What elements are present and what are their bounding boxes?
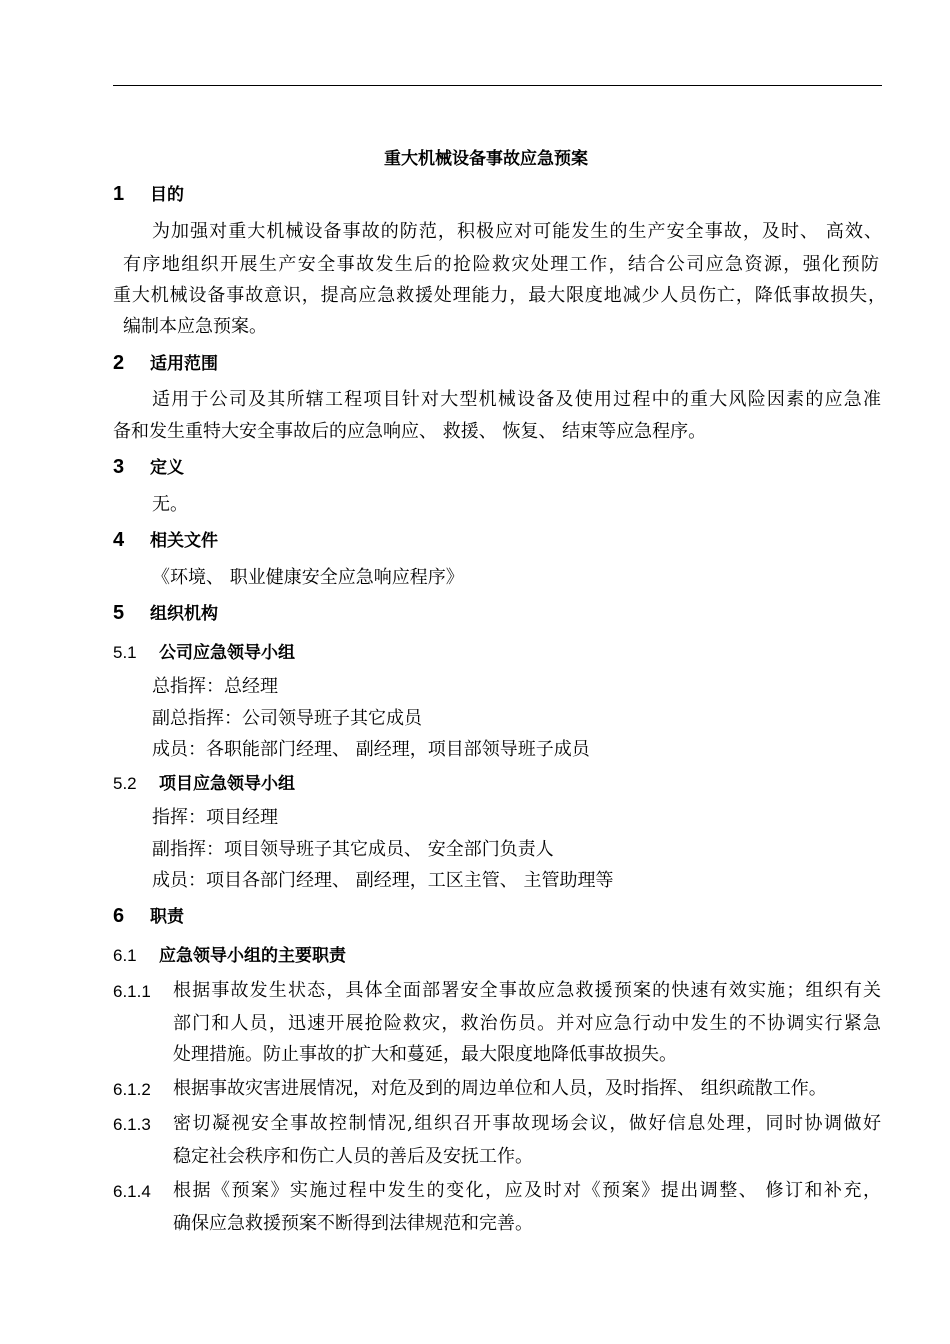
section-5-2-number: 5.2	[113, 774, 137, 793]
section-5-1-line-2: 副总指挥：公司领导班子其它成员	[152, 708, 422, 729]
section-6-number: 6	[113, 905, 125, 927]
section-2-line-1: 适用于公司及其所辖工程项目针对大型机械设备及使用过程中的重大风险因素的应急准	[152, 389, 881, 410]
section-6-1-heading: 应急领导小组的主要职责	[159, 946, 346, 966]
section-5-1-line-3: 成员：各职能部门经理、 副经理，项目部领导班子成员	[152, 739, 590, 760]
section-5-1-number: 5.1	[113, 643, 137, 662]
section-4-number: 4	[113, 529, 125, 551]
section-1-line-4: 编制本应急预案。	[123, 316, 267, 337]
section-4-line-1: 《环境、 职业健康安全应急响应程序》	[152, 567, 464, 588]
document-title: 重大机械设备事故应急预案	[384, 149, 588, 169]
section-2-line-2: 备和发生重特大安全事故后的应急响应、 救援、 恢复、 结束等应急程序。	[113, 421, 707, 442]
section-2-number: 2	[113, 352, 125, 374]
section-5-2-heading: 项目应急领导小组	[159, 774, 295, 794]
section-5-heading: 组织机构	[150, 604, 218, 624]
item-6-1-1-number: 6.1.1	[113, 982, 151, 1001]
item-6-1-2-line-1: 根据事故灾害进展情况，对危及到的周边单位和人员，及时指挥、 组织疏散工作。	[173, 1078, 827, 1099]
item-6-1-3-line-2: 稳定社会秩序和伤亡人员的善后及安抚工作。	[173, 1146, 533, 1167]
section-5-2-line-1: 指挥：项目经理	[152, 807, 278, 828]
section-1-line-1: 为加强对重大机械设备事故的防范，积极应对可能发生的生产安全事故，及时、 高效、	[152, 221, 882, 242]
item-6-1-3-number: 6.1.3	[113, 1115, 151, 1134]
section-1-heading: 目的	[150, 185, 184, 205]
item-6-1-3-line-1: 密切凝视安全事故控制情况,组织召开事故现场会议，做好信息处理，同时协调做好	[173, 1113, 881, 1134]
section-1-number: 1	[113, 183, 125, 205]
section-5-number: 5	[113, 602, 125, 624]
item-6-1-4-number: 6.1.4	[113, 1182, 151, 1201]
section-5-2-line-2: 副指挥：项目领导班子其它成员、 安全部门负责人	[152, 839, 554, 860]
section-5-1-line-1: 总指挥：总经理	[152, 676, 278, 697]
section-6-heading: 职责	[150, 907, 184, 927]
section-3-line-1: 无。	[152, 494, 188, 515]
section-5-2-line-3: 成员：项目各部门经理、 副经理，工区主管、 主管助理等	[152, 870, 614, 891]
item-6-1-4-line-2: 确保应急救援预案不断得到法律规范和完善。	[173, 1213, 533, 1234]
section-1-line-2: 有序地组织开展生产安全事故发生后的抢险救灾处理工作，结合公司应急资源，强化预防	[123, 254, 879, 275]
section-4-heading: 相关文件	[150, 531, 218, 551]
section-3-heading: 定义	[150, 458, 184, 478]
header-rule	[113, 85, 882, 86]
section-1-line-3: 重大机械设备事故意识，提高应急救援处理能力，最大限度地减少人员伤亡，降低事故损失，	[113, 285, 886, 306]
item-6-1-1-line-2: 部门和人员，迅速开展抢险救灾，救治伤员。并对应急行动中发生的不协调实行紧急	[173, 1013, 881, 1034]
section-2-heading: 适用范围	[150, 354, 218, 374]
section-3-number: 3	[113, 456, 125, 478]
section-5-1-heading: 公司应急领导小组	[159, 643, 295, 663]
item-6-1-1-line-3: 处理措施。防止事故的扩大和蔓延，最大限度地降低事故损失。	[173, 1044, 677, 1065]
item-6-1-1-line-1: 根据事故发生状态，具体全面部署安全事故应急救援预案的快速有效实施；组织有关	[173, 980, 881, 1001]
item-6-1-2-number: 6.1.2	[113, 1080, 151, 1099]
section-6-1-number: 6.1	[113, 946, 137, 965]
item-6-1-4-line-1: 根据《预案》实施过程中发生的变化，应及时对《预案》提出调整、 修订和补充，	[173, 1180, 881, 1201]
